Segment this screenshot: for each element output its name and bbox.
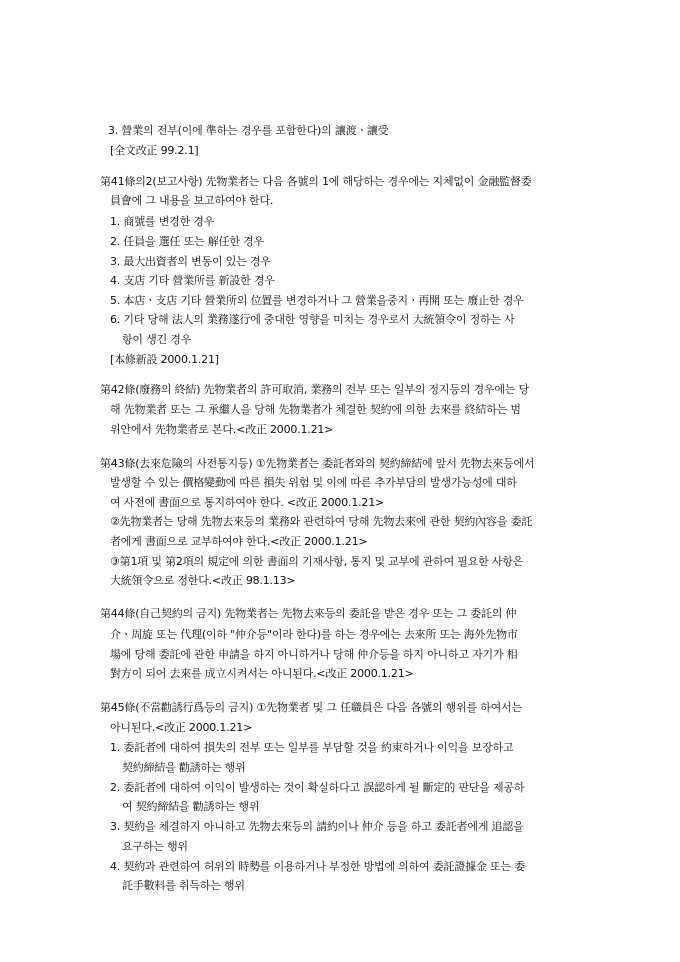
article-42-line-3: 위안에서 先物業者로 본다.<改正 2000.1.21> — [110, 423, 334, 436]
article-45-item-4: 4. 契約과 관련하여 허위의 時勢를 이용하거나 부정한 방법에 의하여 委託證據金 또는 委 — [110, 860, 526, 873]
article-45-item-1-cont: 契約締結을 勸誘하는 행위 — [122, 761, 246, 774]
article-45-item-3: 3. 契約을 체결하지 아니하고 先物去來등의 請約이나 仲介 등을 하고 委託者에게 追認을 — [110, 820, 524, 833]
article-45-item-3-cont: 요구하는 행위 — [122, 840, 188, 853]
article-41-2-heading: 第41條의2(보고사항) 先物業者는 다음 各號의 1에 해당하는 경우에는 지체없이 金融監督委 — [100, 175, 532, 188]
article-41-2-item-6: 6. 기타 당해 法人의 業務遂行에 중대한 영향을 미치는 경우로서 大統領令이 정하는 사 — [110, 313, 515, 326]
article-42-heading: 第42條(廢務의 終結) 先物業者의 許可取消, 業務의 전부 또는 일부의 정지등의 경우에는 당 — [100, 383, 529, 396]
article-41-2-note: [本條新設 2000.1.21] — [110, 353, 219, 366]
article-42-line-2: 해 先物業者 또는 그 承繼人을 당해 先物業者가 체결한 契約에 의한 去來를 終結하는 범 — [110, 403, 521, 416]
article-43-para-3-cont: 大統領令으로 정한다.<改正 98.1.13> — [110, 574, 296, 587]
article-43-para-3: ③第1項 및 第2項의 規定에 의한 書面의 기재사항, 통지 및 교부에 관하여 필요한 사항은 — [110, 555, 524, 568]
article-43-line-2: 발생할 수 있는 價格變動에 따른 損失 위험 및 이에 따른 추가부담의 발생가능성에 대하 — [110, 476, 517, 489]
article-41-2-item-4: 4. 支店 기타 營業所를 新設한 경우 — [110, 274, 275, 287]
article-41-2-item-6-cont: 항이 생긴 경우 — [122, 333, 192, 346]
amendment-note: [全文改正 99.2.1] — [110, 144, 199, 157]
item-3-transfer-line: 3. 營業의 전부(이에 準하는 경우를 포함한다)의 讓渡ㆍ讓受 — [108, 124, 389, 137]
article-41-2-continuation: 員會에 그 내용을 보고하여야 한다. — [110, 194, 274, 207]
article-43-heading: 第43條(去來危險의 사전통지등) ①先物業者는 委託者와의 契約締結에 앞서 先物去來등에서 — [100, 457, 535, 470]
article-45-item-2-cont: 여 契約締結을 勸誘하는 행위 — [122, 800, 260, 813]
article-45-item-1: 1. 委託者에 대하여 損失의 전부 또는 일부를 부담할 것을 約束하거나 이익을 보장하고 — [110, 741, 514, 754]
article-45-item-4-cont: 託手數料를 취득하는 행위 — [122, 879, 245, 892]
article-45-item-2: 2. 委託者에 대하여 이익이 발생하는 것이 확실하다고 誤認하게 될 斷定的 판단을 제공하 — [110, 781, 525, 794]
article-43-para-2-cont: 者에게 書面으로 교부하여야 한다.<改正 2000.1.21> — [110, 535, 368, 548]
article-44-line-3: 場에 당해 委託에 관한 申請을 하지 아니하거나 당해 仲介등을 하지 아니하고 자기가 相 — [110, 648, 518, 661]
article-44-line-2: 介ㆍ周旋 또는 代理(이하 "仲介등"이라 한다)를 하는 경우에는 去來所 또는 海外先物市 — [110, 628, 518, 641]
article-44-heading: 第44條(自己契約의 금지) 先物業者는 先物去來등의 委託을 받은 경우 또는 그 委託의 仲 — [100, 607, 517, 620]
article-41-2-item-3: 3. 最大出資者의 변동이 있는 경우 — [110, 255, 271, 268]
article-45-heading: 第45條(不當勸誘行爲등의 금지) ①先物業者 및 그 任職員은 다음 各號의 행위를 하여서는 — [100, 701, 522, 714]
article-41-2-item-1: 1. 商號를 변경한 경우 — [110, 215, 215, 228]
article-44-line-4: 對方이 되어 去來를 成立시켜서는 아니된다.<改正 2000.1.21> — [110, 667, 414, 680]
article-41-2-item-2: 2. 任員을 選任 또는 解任한 경우 — [110, 235, 264, 248]
article-41-2-item-5: 5. 本店ㆍ支店 기타 營業所의 位置를 변경하거나 그 營業을중지ㆍ再開 또는 廢止한 경우 — [110, 294, 524, 307]
article-43-line-3: 여 사전에 書面으로 통지하여야 한다. <改正 2000.1.21> — [110, 496, 385, 509]
article-43-para-2: ②先物業者는 당해 先物去來등의 業務와 관련하여 당해 先物去來에 관한 契約內容을 委託 — [110, 515, 533, 528]
article-45-line-2: 아니된다.<改正 2000.1.21> — [110, 721, 253, 734]
